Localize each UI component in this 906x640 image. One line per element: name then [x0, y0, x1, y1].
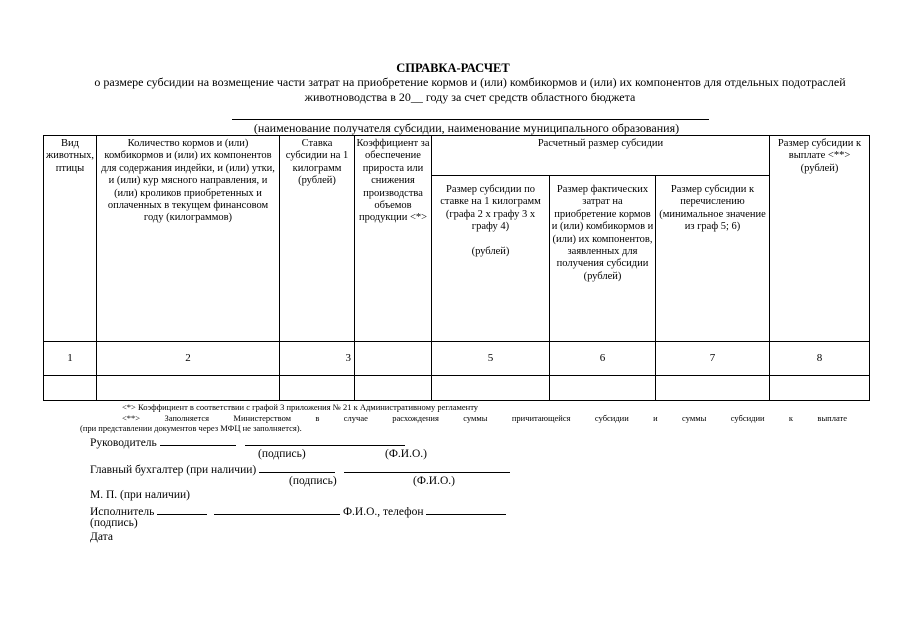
date-label: Дата	[90, 531, 113, 543]
column-numbers-row	[44, 342, 870, 376]
footnote-payout: <**> Заполняется Министерством в случае расхождения суммы причитающейся субсидии и суммы субсидии к выплате	[122, 412, 847, 423]
header-subsidy-rate: Ставка субсидии на 1 килограмм (рублей)	[280, 136, 355, 342]
header-animal-type: Вид животных, птицы	[44, 136, 97, 342]
header-subsidy-transfer: Размер субсидии к перечислению (минимальное значение из граф 5; 6)	[656, 176, 770, 342]
head-fio-caption: (Ф.И.О.)	[385, 448, 427, 460]
executor-sign-line	[157, 503, 207, 515]
column-number	[355, 342, 432, 376]
footnote-mfc: (при представлении документов через МФЦ не заполняется).	[80, 423, 302, 433]
calculation-table	[43, 135, 870, 401]
column-number: 5	[432, 342, 550, 376]
accountant-fio-line	[344, 461, 510, 473]
head-signature-row	[90, 434, 405, 449]
header-subsidy-by-rate-text: Размер субсидии по ставке на 1 килограмм (графа 2 х графу 3 х графу 4)	[440, 184, 541, 233]
header-feed-quantity: Количество кормов и (или) комбикормов и (или) их компонентов для содержания индейки, и (или) утки, и (или) кур мясного направления, и (или) кроликов приобретенных и оплаченных в текущем финансовом году (килограммов)	[97, 136, 280, 342]
footnote-coefficient: <*> Коэффициент в соответствии с графой 3 приложения № 21 к Административному регламенту	[122, 402, 479, 412]
accountant-sign-caption: (подпись)	[289, 475, 337, 487]
head-sign-caption: (подпись)	[258, 448, 306, 460]
accountant-sign-line	[259, 461, 335, 473]
executor-label: Исполнитель	[90, 506, 155, 518]
data-cell[interactable]	[280, 376, 355, 401]
accountant-signature-row	[90, 461, 510, 476]
column-number: 8	[770, 342, 870, 376]
data-cell[interactable]	[656, 376, 770, 401]
data-cell[interactable]	[550, 376, 656, 401]
header-subsidy-by-rate-unit: (рублей)	[471, 245, 510, 257]
executor-row	[90, 503, 506, 518]
header-actual-costs: Размер фактических затрат на приобретение кормов и (или) комбикормов и (или) их компонентов, заявленных для получения субсидии (рублей)	[550, 176, 656, 342]
column-number: 3	[280, 342, 355, 376]
data-cell[interactable]	[44, 376, 97, 401]
header-subsidy-by-rate	[432, 176, 550, 342]
document-subtitle: о размере субсидии на возмещение части затрат на приобретение кормов и (или) комбикормов и (или) их компонентов для отдельных подотраслей животноводства в 20__ году за счет средств областного бюджета	[94, 75, 846, 104]
column-number: 6	[550, 342, 656, 376]
accountant-fio-caption: (Ф.И.О.)	[413, 475, 455, 487]
head-label: Руководитель	[90, 437, 157, 449]
header-coefficient: Коэффициент за обеспечение прироста или снижения производства объемов продукции <*>	[355, 136, 432, 342]
column-number: 1	[44, 342, 97, 376]
data-cell[interactable]	[770, 376, 870, 401]
executor-fio-label: Ф.И.О., телефон	[342, 506, 424, 518]
executor-phone-line	[426, 503, 506, 515]
stamp-placeholder: М. П. (при наличии)	[90, 489, 190, 501]
data-cell[interactable]	[432, 376, 550, 401]
recipient-caption: (наименование получателя субсидии, наименование муниципального образования)	[253, 121, 680, 135]
data-row	[44, 376, 870, 401]
header-subsidy-payout: Размер субсидии к выплате <**> (рублей)	[770, 136, 870, 342]
data-cell[interactable]	[355, 376, 432, 401]
document-title: СПРАВКА-РАСЧЕТ	[396, 61, 510, 75]
column-number: 2	[97, 342, 280, 376]
data-cell[interactable]	[97, 376, 280, 401]
column-number: 7	[656, 342, 770, 376]
accountant-label: Главный бухгалтер (при наличии)	[90, 464, 257, 476]
executor-sign-caption: (подпись)	[90, 517, 138, 529]
head-fio-line	[245, 434, 405, 446]
header-calculated-subsidy: Расчетный размер субсидии	[432, 136, 770, 176]
footnotes	[82, 402, 847, 434]
recipient-name-line	[232, 119, 709, 120]
head-sign-line	[160, 434, 236, 446]
executor-name-line	[214, 503, 340, 515]
